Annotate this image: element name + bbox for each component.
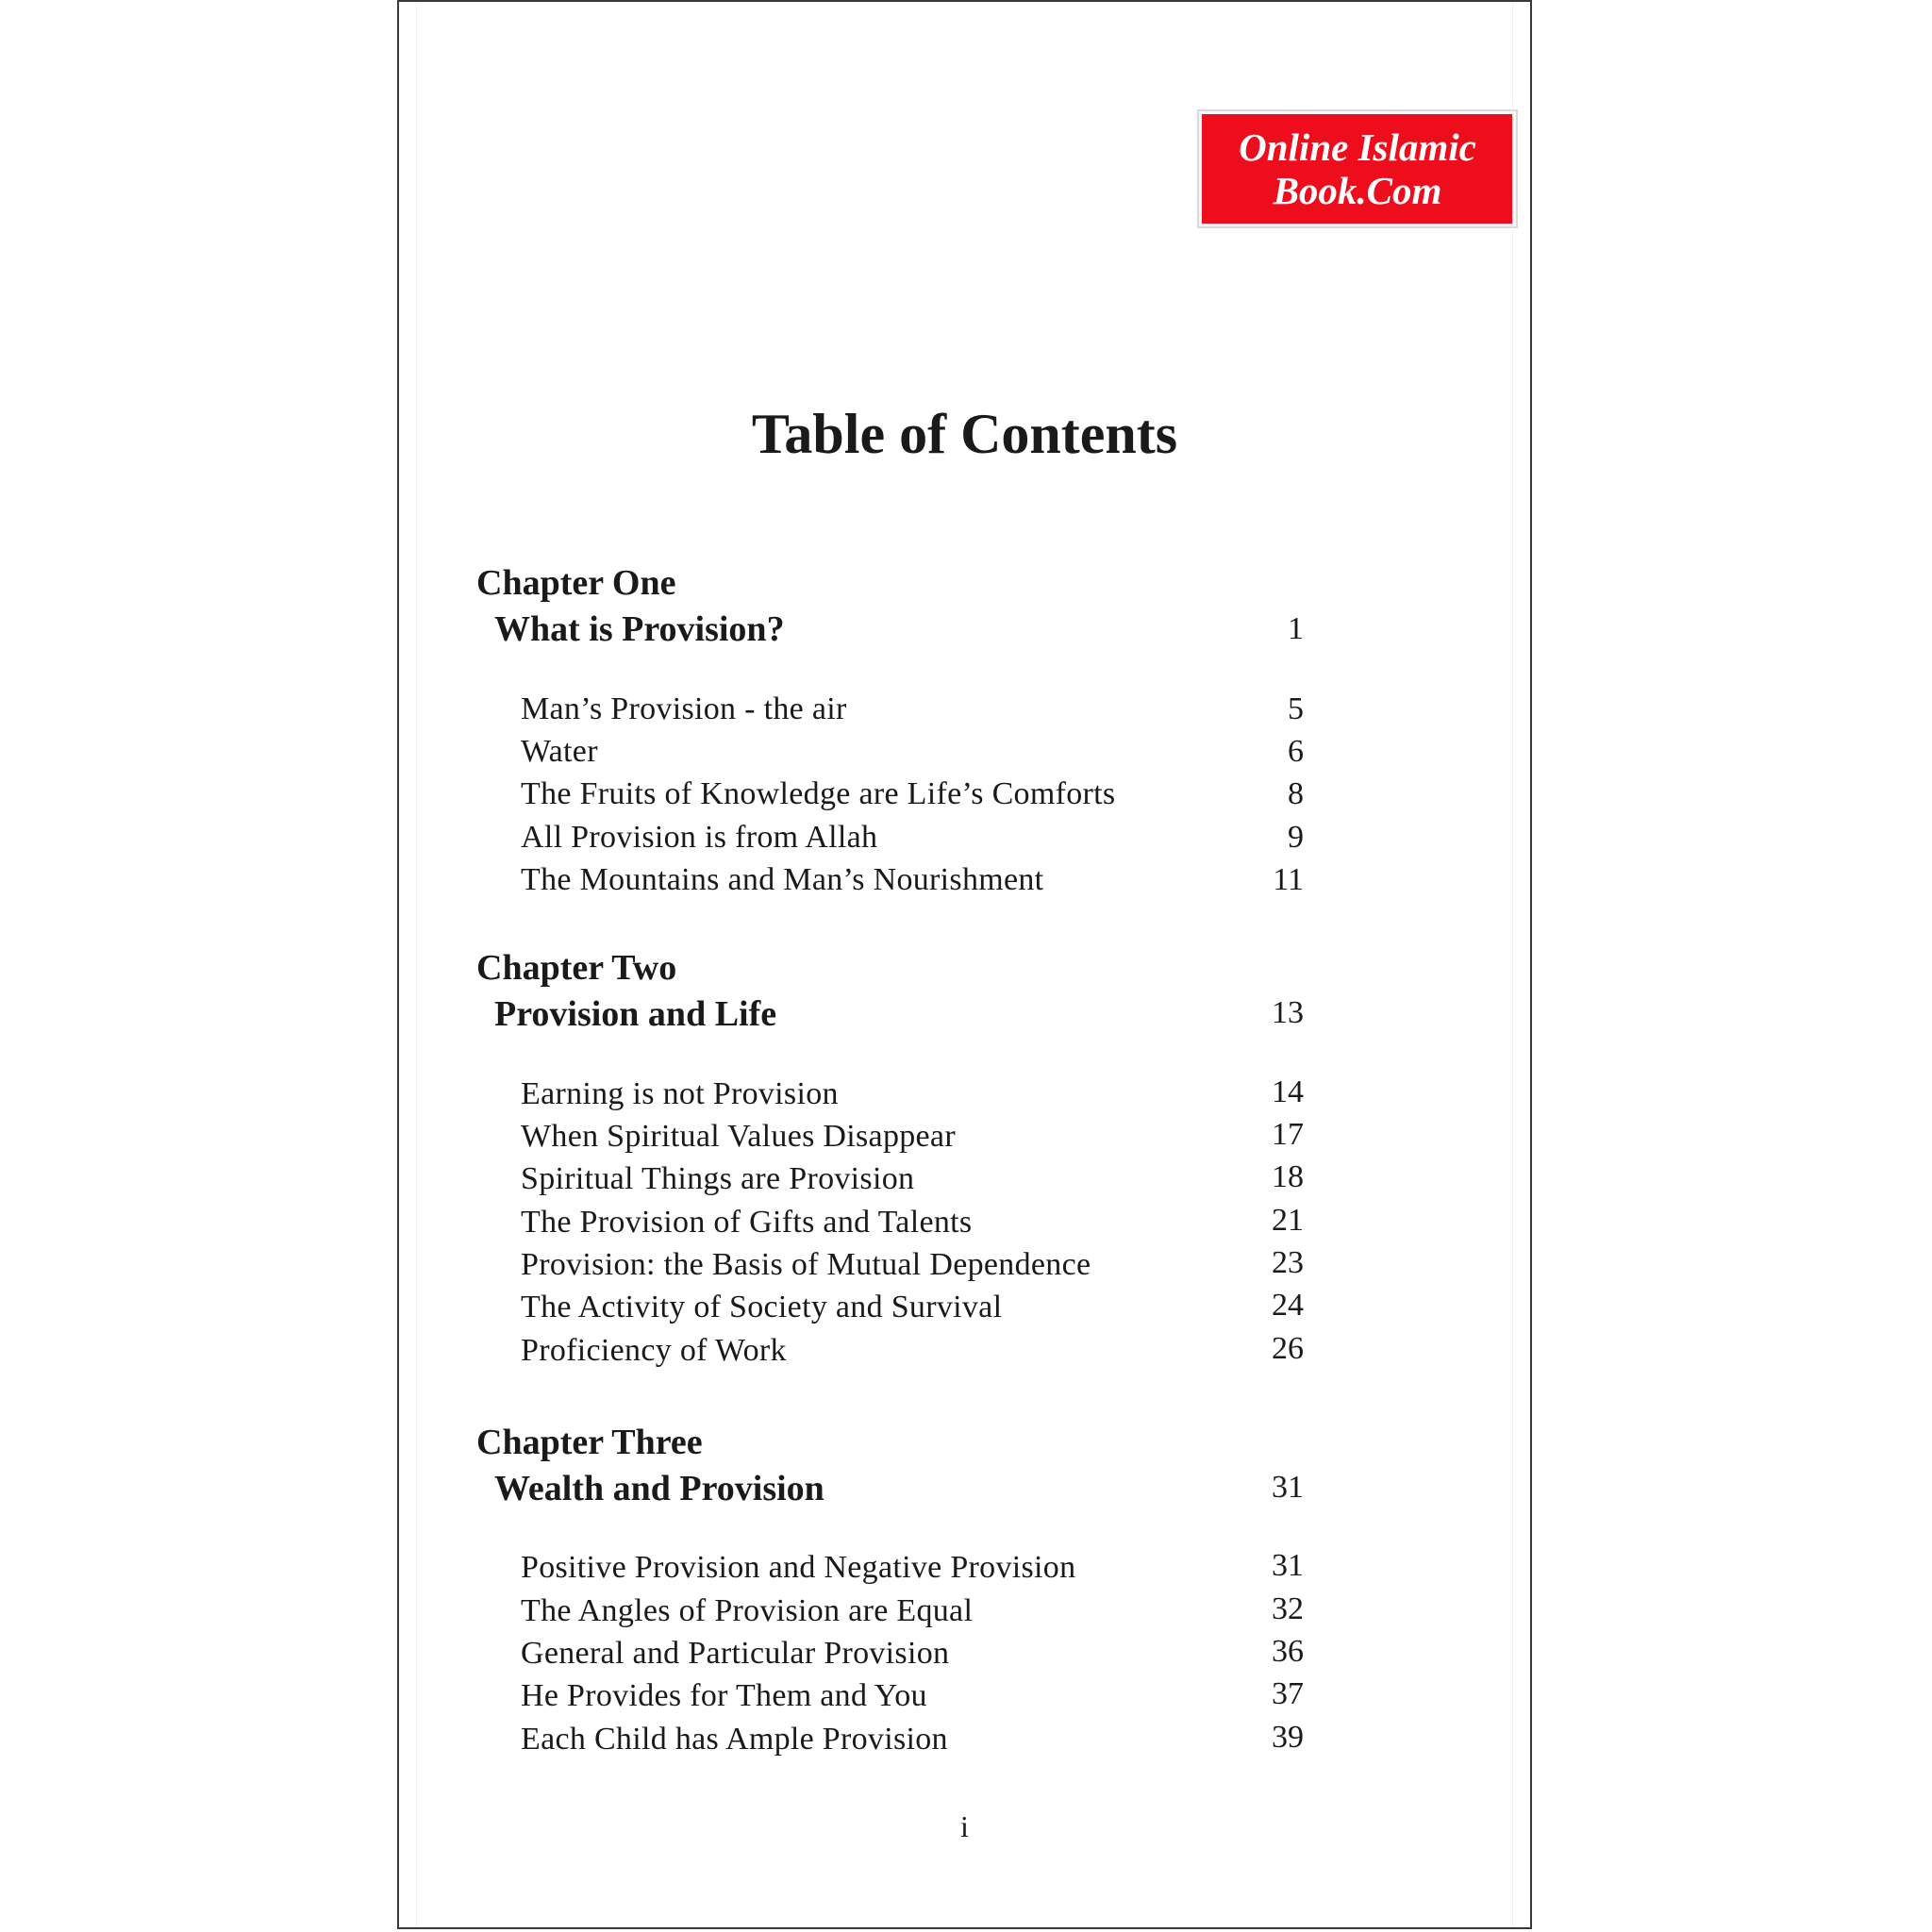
toc-entry: Man’s Provision - the air: [521, 691, 847, 726]
toc-entry: Provision: the Basis of Mutual Dependence: [521, 1247, 1091, 1282]
toc-entry: Water: [521, 734, 598, 769]
page-number: 26: [1272, 1331, 1304, 1366]
page-number: 5: [1288, 691, 1304, 726]
book-page: [397, 0, 1532, 1929]
page-number: 17: [1272, 1117, 1304, 1152]
page-number: 9: [1288, 820, 1304, 855]
toc-entry: The Angles of Provision are Equal: [521, 1593, 974, 1628]
toc-entry: Positive Provision and Negative Provision: [521, 1550, 1076, 1585]
chapter-label: Chapter One: [476, 563, 676, 603]
page-title: Table of Contents: [751, 403, 1178, 465]
chapter-heading: What is Provision?: [494, 609, 785, 649]
chapter-label: Chapter Two: [476, 948, 677, 988]
badge-line-1: Online Islamic: [1239, 125, 1476, 169]
badge-line-2: Book.Com: [1273, 169, 1442, 212]
page-number: 21: [1272, 1203, 1304, 1238]
toc-entry: Proficiency of Work: [521, 1333, 787, 1368]
toc-entry: The Fruits of Knowledge are Life’s Comforts: [521, 776, 1116, 811]
page-number: 23: [1272, 1245, 1304, 1280]
page-number: 18: [1272, 1159, 1304, 1194]
toc-entry: He Provides for Them and You: [521, 1678, 927, 1713]
page-number: 36: [1272, 1634, 1304, 1669]
toc-entry: Earning is not Provision: [521, 1076, 839, 1111]
toc-entry: General and Particular Provision: [521, 1636, 950, 1671]
toc-entry: All Provision is from Allah: [521, 820, 878, 855]
toc-entry: The Mountains and Man’s Nourishment: [521, 862, 1044, 897]
folio-page-number: i: [960, 1809, 969, 1843]
publisher-badge: [1199, 111, 1516, 226]
page-number: 39: [1272, 1720, 1304, 1755]
page-number: 11: [1273, 862, 1304, 897]
chapter-heading: Wealth and Provision: [494, 1469, 824, 1508]
toc-entry: The Activity of Society and Survival: [521, 1290, 1003, 1324]
page-number: 24: [1272, 1288, 1304, 1323]
chapter-heading: Provision and Life: [494, 994, 777, 1034]
toc-entry: When Spiritual Values Disappear: [521, 1119, 956, 1154]
page-number: 37: [1272, 1676, 1304, 1711]
page-number: 31: [1272, 1548, 1304, 1583]
page-number: 6: [1288, 734, 1304, 769]
page-number: 8: [1288, 776, 1304, 811]
toc-entry: Spiritual Things are Provision: [521, 1161, 915, 1196]
page-number: 13: [1272, 995, 1304, 1030]
page-number: 32: [1272, 1591, 1304, 1626]
page-number: 14: [1272, 1074, 1304, 1109]
toc-entry: The Provision of Gifts and Talents: [521, 1205, 973, 1240]
page-number: 31: [1272, 1470, 1304, 1505]
page-number: 1: [1288, 611, 1304, 646]
toc-entry: Each Child has Ample Provision: [521, 1722, 948, 1757]
chapter-label: Chapter Three: [476, 1423, 703, 1462]
